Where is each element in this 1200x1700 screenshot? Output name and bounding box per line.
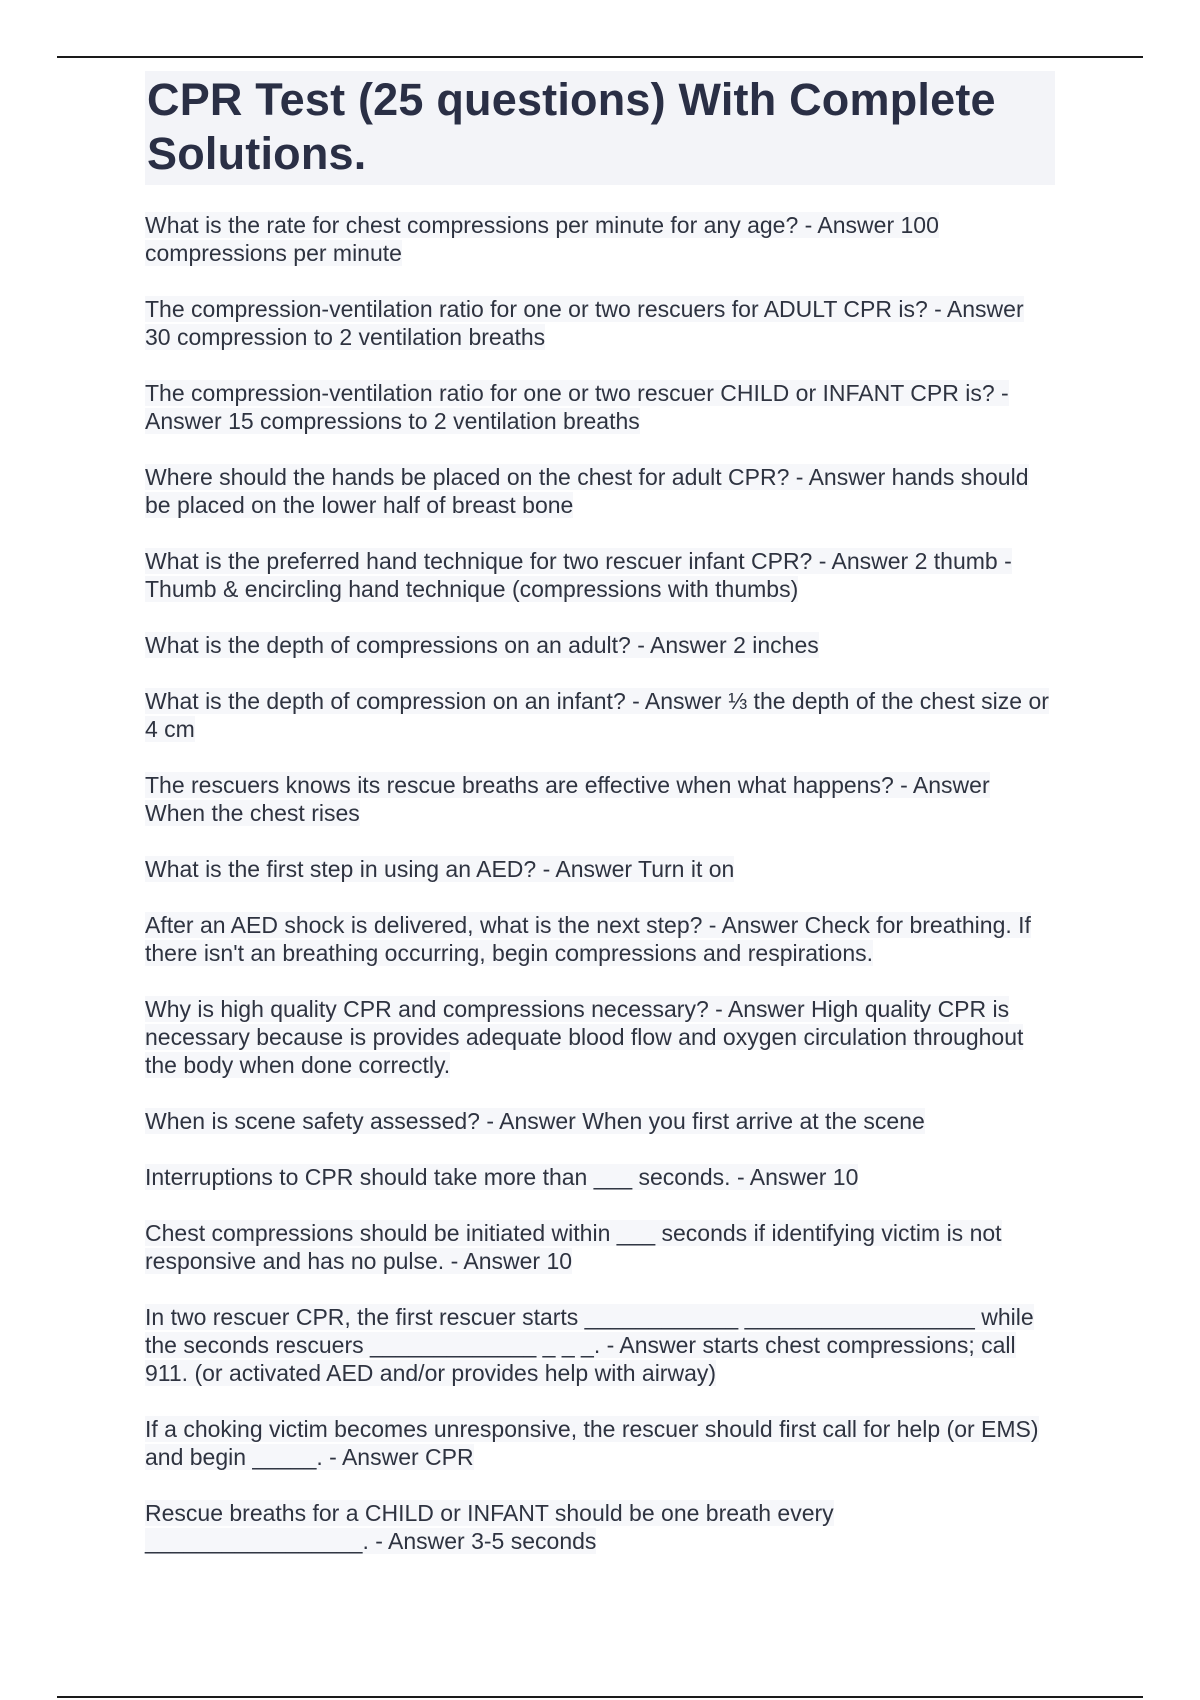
qa-item: [145, 911, 1055, 967]
qa-item: [145, 1499, 1055, 1555]
qa-item: [145, 771, 1055, 827]
qa-text: The compression-ventilation ratio for one or two rescuer CHILD or INFANT CPR is? - Answer 15 compressions to 2 ventilation breaths: [145, 380, 1009, 434]
qa-text: After an AED shock is delivered, what is the next step? - Answer Check for breathing. If there isn't an breathing occurring, begin compressions and respirations.: [145, 912, 1031, 966]
qa-item: [145, 687, 1055, 743]
qa-text: In two rescuer CPR, the first rescuer starts ____________ __________________ while the seconds rescuers _____________ _ _ _. - Answer starts chest compressions; call 911. (or activated AED and/or provides help with airway): [145, 1304, 1034, 1386]
qa-item: [145, 463, 1055, 519]
qa-item: [145, 547, 1055, 603]
qa-text: If a choking victim becomes unresponsive, the rescuer should first call for help (or EMS) and begin _____. - Answer CPR: [145, 1416, 1039, 1470]
bottom-rule: [57, 1696, 1143, 1698]
qa-item: [145, 855, 1055, 883]
qa-item: [145, 295, 1055, 351]
qa-item: [145, 995, 1055, 1079]
qa-text: What is the depth of compressions on an adult? - Answer 2 inches: [145, 632, 819, 658]
qa-item: [145, 1303, 1055, 1387]
qa-text: The compression-ventilation ratio for one or two rescuers for ADULT CPR is? - Answer 30 compression to 2 ventilation breaths: [145, 296, 1024, 350]
document-body: [145, 71, 1055, 1583]
qa-text: Where should the hands be placed on the chest for adult CPR? - Answer hands should be placed on the lower half of breast bone: [145, 464, 1029, 518]
qa-text: When is scene safety assessed? - Answer When you first arrive at the scene: [145, 1108, 925, 1134]
qa-item: [145, 211, 1055, 267]
qa-text: Rescue breaths for a CHILD or INFANT should be one breath every _________________. - Answer 3-5 seconds: [145, 1500, 834, 1554]
qa-item: [145, 379, 1055, 435]
qa-text: What is the rate for chest compressions per minute for any age? - Answer 100 compressions per minute: [145, 212, 939, 266]
top-rule: [57, 56, 1143, 58]
qa-text: What is the first step in using an AED? - Answer Turn it on: [145, 856, 735, 882]
qa-text: What is the depth of compression on an infant? - Answer ⅓ the depth of the chest size or 4 cm: [145, 688, 1049, 742]
qa-item: [145, 1219, 1055, 1275]
document-title: CPR Test (25 questions) With Complete Solutions.: [145, 71, 1055, 185]
qa-text: Interruptions to CPR should take more than ___ seconds. - Answer 10: [145, 1164, 859, 1190]
qa-text: What is the preferred hand technique for two rescuer infant CPR? - Answer 2 thumb - Thumb & encircling hand technique (compressions with thumbs): [145, 548, 1012, 602]
qa-item: [145, 1107, 1055, 1135]
qa-item: [145, 1163, 1055, 1191]
qa-text: Chest compressions should be initiated within ___ seconds if identifying victim is not responsive and has no pulse. - Answer 10: [145, 1220, 1002, 1274]
qa-item: [145, 1415, 1055, 1471]
qa-text: The rescuers knows its rescue breaths are effective when what happens? - Answer When the chest rises: [145, 772, 990, 826]
qa-list: [145, 211, 1055, 1555]
qa-item: [145, 631, 1055, 659]
qa-text: Why is high quality CPR and compressions necessary? - Answer High quality CPR is necessary because is provides adequate blood flow and oxygen circulation throughout the body when done correctly.: [145, 996, 1024, 1078]
